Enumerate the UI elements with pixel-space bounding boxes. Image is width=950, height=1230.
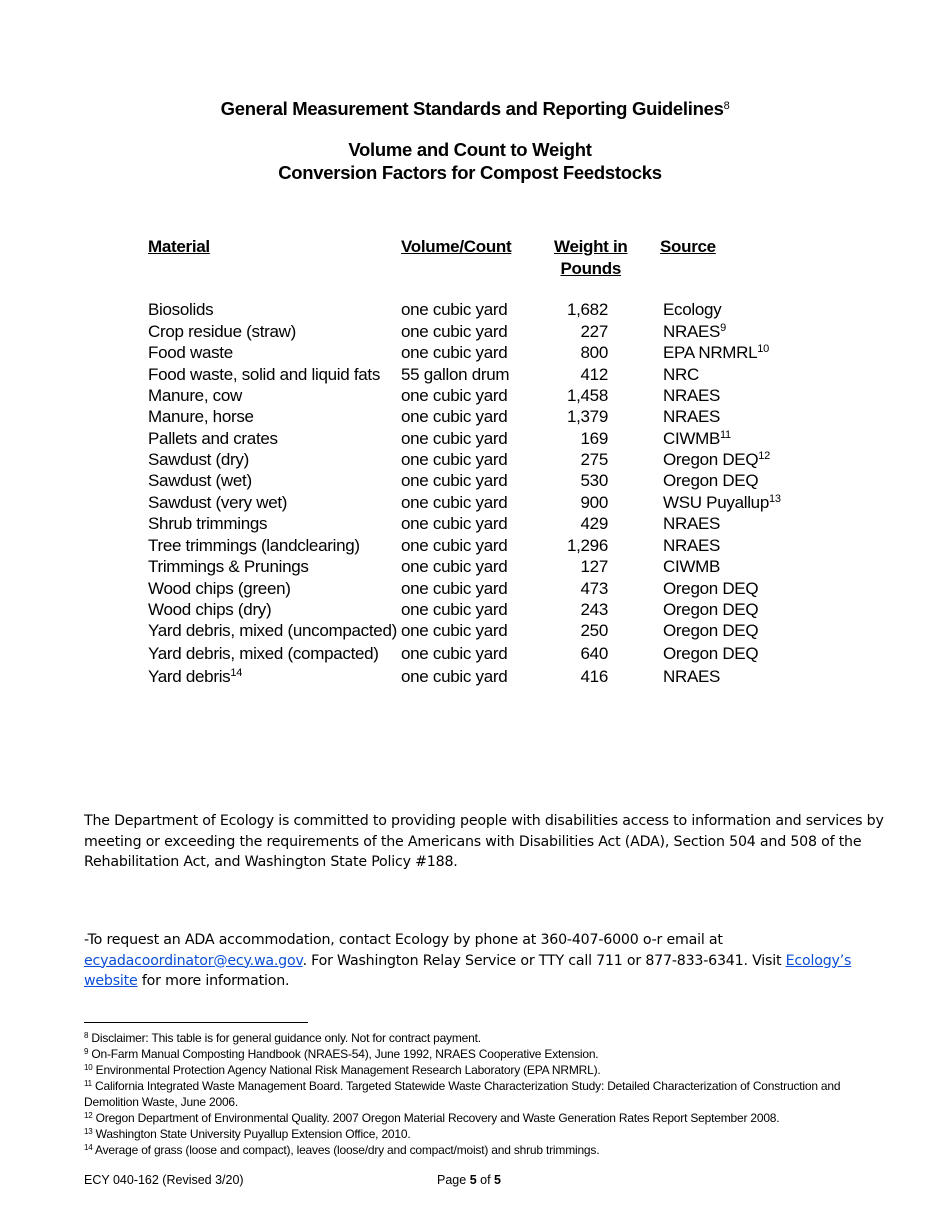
cell-volume: one cubic yard (401, 514, 508, 533)
page-title-text: General Measurement Standards and Reporting Guidelines (220, 98, 724, 119)
cell-material (148, 429, 278, 449)
source-footnote-ref: 9 (720, 322, 726, 334)
cell-weight: 275 (580, 450, 608, 469)
footnote-text: Oregon Department of Environmental Quality. 2007 Oregon Material Recovery and Waste Generation Rates Report September 2008. (95, 1111, 780, 1125)
cell-material (148, 407, 254, 427)
cell-source (663, 450, 770, 470)
cell-source (663, 493, 781, 513)
cell-source (663, 386, 720, 406)
cell-weight: 1,379 (566, 407, 608, 426)
column-header-weight-line2: Pounds (560, 259, 621, 278)
cell-weight: 416 (580, 667, 608, 686)
source-text: CIWMB (663, 429, 721, 448)
table-row (0, 621, 950, 643)
table-row (0, 557, 950, 579)
footnote (84, 1126, 864, 1142)
table-subtitle (0, 138, 940, 184)
table-row (0, 667, 950, 689)
material-text: Sawdust (dry) (148, 450, 249, 469)
ecology-website-link[interactable]: Ecology’s website (84, 952, 852, 989)
cell-volume: one cubic yard (401, 471, 508, 490)
footnote (84, 1142, 864, 1158)
table-row (0, 644, 950, 666)
source-text: NRAES (663, 322, 721, 341)
cell-volume: one cubic yard (401, 536, 508, 555)
source-text: NRAES (663, 667, 721, 686)
cell-weight: 900 (580, 493, 608, 512)
footnote-number: 14 (84, 1143, 93, 1152)
material-text: Food waste (148, 343, 233, 362)
footnote-number: 9 (84, 1047, 89, 1056)
footnote-number: 13 (84, 1127, 93, 1136)
material-text: Pallets and crates (148, 429, 278, 448)
source-footnote-ref: 12 (758, 450, 770, 462)
cell-weight: 250 (580, 621, 608, 640)
material-text: Sawdust (wet) (148, 471, 252, 490)
cell-material (148, 450, 249, 470)
footnote (84, 1046, 864, 1062)
material-text: Yard debris, mixed (uncompacted) (148, 621, 397, 640)
cell-volume: one cubic yard (401, 450, 508, 469)
cell-source (663, 407, 720, 427)
table-row (0, 536, 950, 558)
column-header-material: Material (148, 237, 210, 256)
cell-material (148, 386, 242, 406)
cell-weight: 640 (580, 644, 608, 663)
page-word: Page (437, 1173, 467, 1187)
cell-volume: one cubic yard (401, 579, 508, 598)
material-text: Wood chips (green) (148, 579, 291, 598)
table-row (0, 429, 950, 451)
material-text: Food waste, solid and liquid fats (148, 365, 381, 384)
cell-material (148, 644, 379, 664)
cell-source (663, 536, 720, 556)
source-text: Oregon DEQ (663, 621, 759, 640)
subtitle-line-2: Conversion Factors for Compost Feedstocks (278, 162, 662, 183)
cell-source (663, 471, 758, 491)
footnote (84, 1110, 864, 1126)
cell-weight: 243 (580, 600, 608, 619)
source-text: Oregon DEQ (663, 644, 759, 663)
cell-weight: 227 (580, 322, 608, 341)
source-footnote-ref: 10 (757, 343, 769, 355)
cell-material (148, 471, 252, 491)
table-row (0, 300, 950, 322)
material-text: Yard debris, mixed (compacted) (148, 644, 379, 663)
cell-material (148, 536, 360, 556)
table-row (0, 579, 950, 601)
cell-material (148, 365, 380, 385)
footnote (84, 1062, 864, 1078)
footnote-text: California Integrated Waste Management Board. Targeted Statewide Waste Characterization Study: Detailed Characterization of Construction and Demolition Waste, June 2006. (84, 1079, 841, 1109)
cell-material (148, 343, 233, 363)
footnote-number: 11 (84, 1079, 92, 1088)
cell-volume: one cubic yard (401, 429, 508, 448)
material-text: Manure, horse (148, 407, 254, 426)
cell-volume: one cubic yard (401, 557, 508, 576)
ada-request-text-2: . For Washington Relay Service or TTY call 711 or 877-833-6341. Visit (302, 952, 786, 969)
source-text: NRAES (663, 407, 721, 426)
cell-volume: one cubic yard (401, 407, 508, 426)
footnote (84, 1078, 864, 1110)
table-row (0, 343, 950, 365)
footnote (84, 1030, 864, 1046)
cell-volume: one cubic yard (401, 644, 508, 663)
source-text: EPA NRMRL (663, 343, 758, 362)
cell-weight: 530 (580, 471, 608, 490)
source-text: Ecology (663, 300, 722, 319)
ada-statement: The Department of Ecology is committed to providing people with disabilities access to information and services by meeting or exceeding the requirements of the Americans with Disabilities Act (ADA), Section 504 and 508 of the Rehabilitation Act, and Washington State Policy #188. (84, 813, 884, 870)
column-header-weight-line1: Weight in (554, 237, 628, 256)
cell-material (148, 300, 213, 320)
source-footnote-ref: 13 (769, 493, 781, 505)
table-row (0, 450, 950, 472)
cell-weight: 169 (580, 429, 608, 448)
subtitle-line-1: Volume and Count to Weight (348, 139, 592, 160)
footnote-divider (84, 1022, 308, 1023)
page-title (0, 98, 950, 120)
source-text: Oregon DEQ (663, 600, 759, 619)
table-row (0, 493, 950, 515)
cell-source (663, 667, 720, 687)
material-text: Wood chips (dry) (148, 600, 272, 619)
cell-volume: one cubic yard (401, 667, 508, 686)
page-number (437, 1173, 501, 1187)
cell-weight: 127 (580, 557, 608, 576)
material-text: Trimmings & Prunings (148, 557, 309, 576)
cell-source (663, 621, 758, 641)
material-text: Biosolids (148, 300, 214, 319)
cell-volume: one cubic yard (401, 386, 508, 405)
cell-source (663, 557, 720, 577)
cell-weight: 1,296 (566, 536, 608, 555)
material-text: Manure, cow (148, 386, 243, 405)
cell-volume: one cubic yard (401, 621, 508, 640)
cell-weight: 473 (580, 579, 608, 598)
column-header-volume: Volume/Count (401, 237, 512, 256)
cell-source (663, 365, 699, 385)
cell-volume: one cubic yard (401, 322, 508, 341)
table-row (0, 471, 950, 493)
title-footnote-ref: 8 (723, 100, 730, 112)
material-text: Tree trimmings (landclearing) (148, 536, 360, 555)
source-text: Oregon DEQ (663, 471, 759, 490)
ada-email-link[interactable]: ecyadacoordinator@ecy.wa.gov (84, 952, 303, 969)
cell-weight: 1,682 (566, 300, 608, 319)
material-footnote-ref: 14 (230, 667, 243, 679)
material-text: Yard debris (148, 667, 231, 686)
source-text: WSU Puyallup (663, 493, 769, 512)
cell-source (663, 300, 721, 320)
column-header-source: Source (660, 237, 716, 256)
material-text: Shrub trimmings (148, 514, 268, 533)
cell-volume: one cubic yard (401, 343, 508, 362)
source-text: NRAES (663, 536, 721, 555)
table-row (0, 600, 950, 622)
cell-volume: 55 gallon drum (401, 365, 510, 384)
cell-volume: one cubic yard (401, 493, 508, 512)
source-text: NRAES (663, 514, 721, 533)
cell-source (663, 429, 731, 449)
footnote-number: 10 (84, 1063, 93, 1072)
table-row (0, 322, 950, 344)
table-row (0, 365, 950, 387)
table-row (0, 514, 950, 536)
footnote-text: Average of grass (loose and compact), leaves (loose/dry and compact/moist) and shrub trimmings. (94, 1143, 600, 1157)
cell-material (148, 514, 267, 534)
cell-material (148, 667, 242, 687)
cell-weight: 1,458 (566, 386, 608, 405)
footnote-text: Environmental Protection Agency National Risk Management Research Laboratory (EPA NRMRL). (95, 1063, 601, 1077)
cell-source (663, 322, 726, 342)
cell-material (148, 557, 309, 577)
source-text: CIWMB (663, 557, 721, 576)
material-text: Sawdust (very wet) (148, 493, 288, 512)
source-text: Oregon DEQ (663, 579, 759, 598)
cell-volume: one cubic yard (401, 300, 508, 319)
ada-request-text-3: for more information. (137, 973, 290, 989)
source-footnote-ref: 11 (720, 429, 731, 441)
column-header-weight (554, 236, 627, 280)
footnote-text: On-Farm Manual Composting Handbook (NRAES-54), June 1992, NRAES Cooperative Extension. (91, 1047, 599, 1061)
table-row (0, 407, 950, 429)
footnote-number: 12 (84, 1111, 93, 1120)
cell-material (148, 600, 271, 620)
footnote-number: 8 (84, 1031, 89, 1040)
ada-request-text-1: -To request an ADA accommodation, contact Ecology by phone at 360-407-6000 o-r email at (84, 932, 723, 948)
cell-source (663, 343, 769, 363)
cell-material (148, 493, 287, 513)
cell-material (148, 322, 296, 342)
footnote-text: Disclaimer: This table is for general guidance only. Not for contract payment. (91, 1031, 481, 1045)
document-id: ECY 040-162 (Revised 3/20) (84, 1173, 244, 1187)
ada-request (84, 930, 874, 992)
cell-material (148, 579, 291, 599)
page-current: 5 (469, 1173, 477, 1187)
cell-weight: 800 (580, 343, 608, 362)
cell-volume: one cubic yard (401, 600, 508, 619)
cell-source (663, 600, 758, 620)
cell-source (663, 644, 758, 664)
cell-source (663, 514, 720, 534)
cell-weight: 412 (580, 365, 608, 384)
source-text: Oregon DEQ (663, 450, 759, 469)
page-total: 5 (494, 1173, 501, 1187)
footnote-text: Washington State University Puyallup Extension Office, 2010. (95, 1127, 411, 1141)
cell-material (148, 621, 397, 641)
source-text: NRAES (663, 386, 721, 405)
table-row (0, 386, 950, 408)
cell-source (663, 579, 758, 599)
material-text: Crop residue (straw) (148, 322, 296, 341)
cell-weight: 429 (580, 514, 608, 533)
source-text: NRC (663, 365, 699, 384)
page-of: of (480, 1173, 491, 1187)
